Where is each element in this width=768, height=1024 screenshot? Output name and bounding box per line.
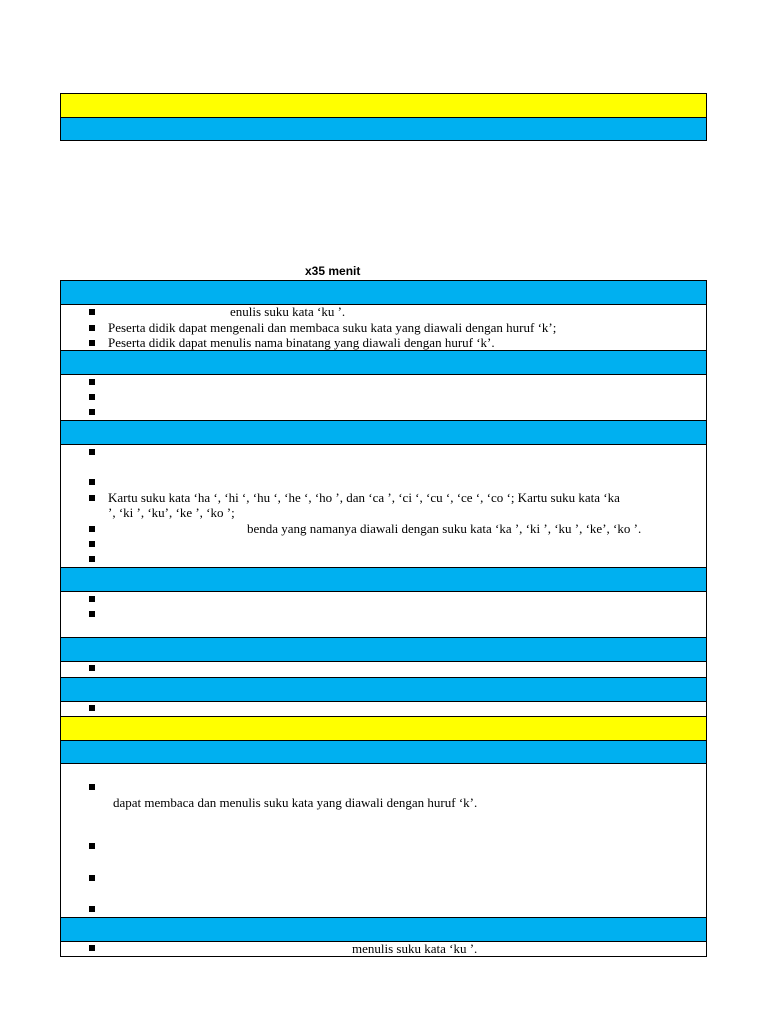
bullet-icon bbox=[89, 449, 95, 455]
bullet-icon bbox=[89, 596, 95, 602]
assessment-text: menulis suku kata ‘ku ’. bbox=[352, 941, 478, 956]
bullet-icon bbox=[89, 340, 95, 346]
section-header-4 bbox=[60, 567, 707, 592]
material-objects-line: benda yang namanya diawali dengan suku kata ‘ka ’, ‘ki ’, ‘ku ’, ‘ke’, ‘ko ’. bbox=[247, 521, 642, 536]
section-body-7 bbox=[60, 763, 707, 918]
bullet-icon bbox=[89, 495, 95, 501]
bullet-icon bbox=[89, 705, 95, 711]
section-header-3 bbox=[60, 420, 707, 445]
bullet-icon bbox=[89, 875, 95, 881]
bullet-icon bbox=[89, 843, 95, 849]
bullet-icon bbox=[89, 325, 95, 331]
section-header-7 bbox=[60, 740, 707, 764]
bullet-icon bbox=[89, 906, 95, 912]
header-yellow-band bbox=[60, 93, 707, 118]
bullet-icon bbox=[89, 541, 95, 547]
header-blue-band bbox=[60, 117, 707, 141]
section-header-1 bbox=[60, 280, 707, 305]
section-body-5 bbox=[60, 661, 707, 678]
objective-2: Peserta didik dapat mengenali dan membaca suku kata yang diawali dengan huruf ‘k’; bbox=[108, 320, 557, 335]
section-body-4 bbox=[60, 591, 707, 638]
learning-activity-text: dapat membaca dan menulis suku kata yang diawali dengan huruf ‘k’. bbox=[113, 795, 478, 810]
section-header-8 bbox=[60, 917, 707, 942]
bullet-icon bbox=[89, 611, 95, 617]
bullet-icon bbox=[89, 784, 95, 790]
bullet-icon bbox=[89, 479, 95, 485]
bullet-icon bbox=[89, 409, 95, 415]
bullet-icon bbox=[89, 556, 95, 562]
bullet-icon bbox=[89, 526, 95, 532]
bullet-icon bbox=[89, 945, 95, 951]
bullet-icon bbox=[89, 665, 95, 671]
material-cards-line-1: Kartu suku kata ‘ha ‘, ‘hi ‘, ‘hu ‘, ‘he ‘, ‘ho ’, dan ‘ca ’, ‘ci ‘, ‘cu ‘, ‘ce ‘, ‘co ‘; Kartu suku kata ‘ka bbox=[108, 490, 620, 505]
section-header-6 bbox=[60, 677, 707, 702]
section-body-6 bbox=[60, 701, 707, 717]
bullet-icon bbox=[89, 394, 95, 400]
duration-label: x35 menit bbox=[305, 264, 361, 278]
bullet-icon bbox=[89, 379, 95, 385]
section-header-2 bbox=[60, 350, 707, 375]
objective-3: Peserta didik dapat menulis nama binatang yang diawali dengan huruf ‘k’. bbox=[108, 335, 495, 350]
section-body-2 bbox=[60, 374, 707, 421]
material-cards-line-2: ’, ‘ki ’, ‘ku’, ‘ke ’, ‘ko ’; bbox=[108, 505, 235, 520]
bullet-icon bbox=[89, 309, 95, 315]
mid-yellow-band bbox=[60, 716, 707, 741]
section-header-5 bbox=[60, 637, 707, 662]
objective-1: enulis suku kata ‘ku ’. bbox=[230, 304, 346, 319]
